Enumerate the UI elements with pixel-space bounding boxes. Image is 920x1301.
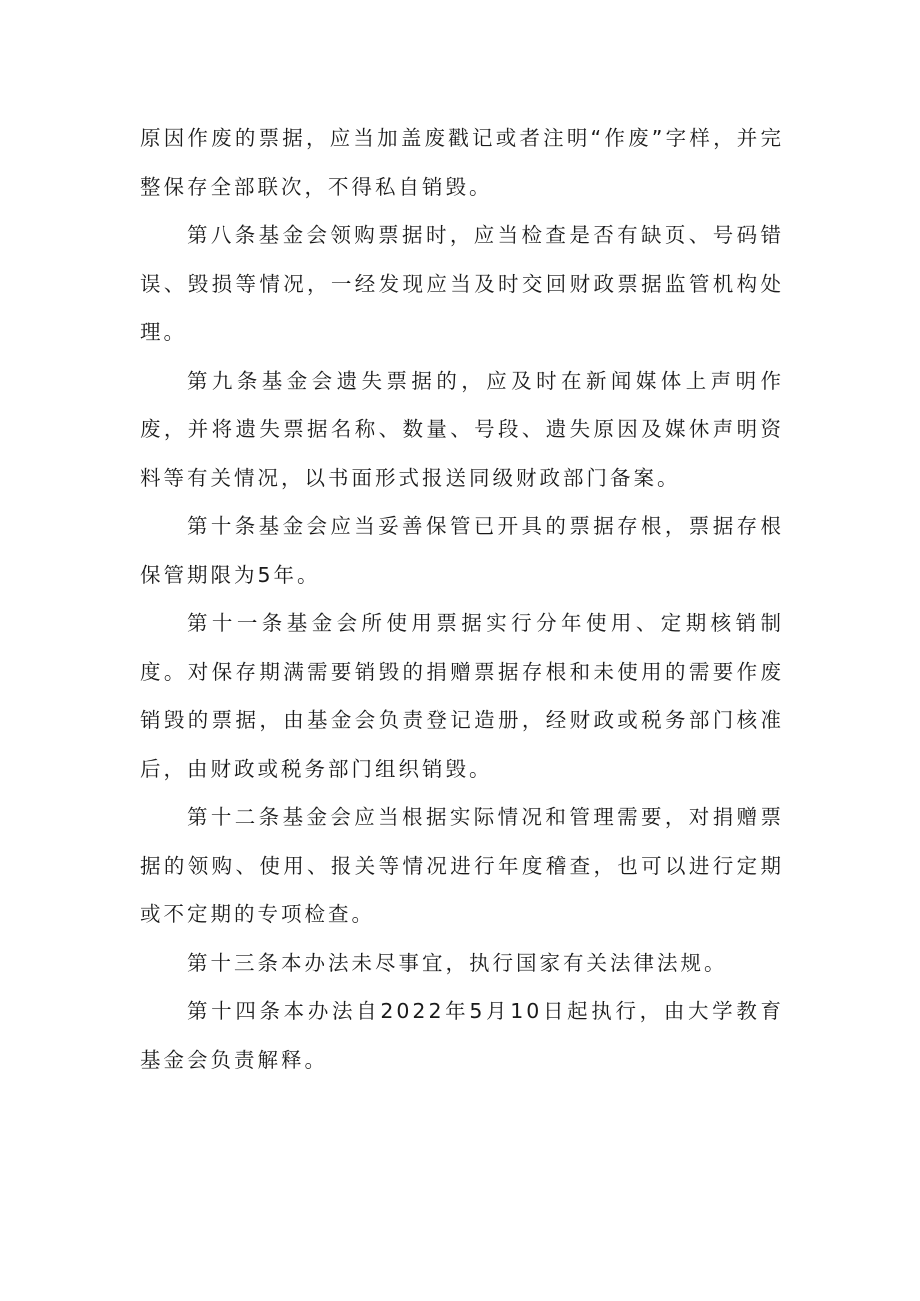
article-11-paragraph: 第十一条基金会所使用票据实行分年使用、定期核销制度。对保存期满需要销毁的捐赠票据存根和未使用的需要作废销毁的票据，由基金会负责登记造册，经财政或税务部门核准后，由财政或税务部门组织销毁。: [140, 611, 784, 781]
paragraph-continuation: 原因作废的票据，应当加盖废戳记或者注明“作废”字样，并完整保存全部联次，不得私自销毁。: [140, 126, 784, 199]
article-14-paragraph: 第十四条本办法自2022年5月10日起执行，由大学教育基金会负责解释。: [140, 999, 784, 1072]
article-10-paragraph: 第十条基金会应当妥善保管已开具的票据存根，票据存根保管期限为5年。: [140, 514, 784, 587]
article-8-paragraph: 第八条基金会领购票据时，应当检查是否有缺页、号码错误、毁损等情况，一经发现应当及时交回财政票据监管机构处理。: [140, 223, 784, 344]
document-page: [140, 114, 784, 1084]
article-9-paragraph: 第九条基金会遗失票据的，应及时在新闻媒体上声明作废，并将遗失票据名称、数量、号段、遗失原因及媒休声明资料等有关情况，以书面形式报送同级财政部门备案。: [140, 368, 784, 490]
article-12-paragraph: 第十二条基金会应当根据实际情况和管理需要，对捐赠票据的领购、使用、报关等情况进行年度稽查，也可以进行定期或不定期的专项检查。: [140, 805, 784, 926]
article-13-paragraph: 第十三条本办法未尽事宜，执行国家有关法律法规。: [187, 950, 728, 975]
